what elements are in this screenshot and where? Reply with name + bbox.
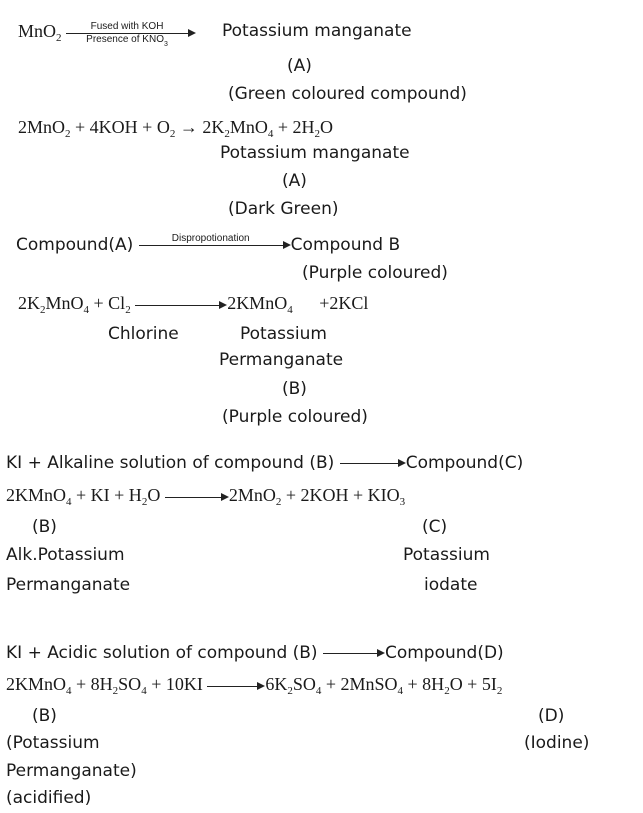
- arrow-disproportionation: Dispropotionation: [139, 234, 291, 256]
- name-alk-potassium: Alk.Potassium: [6, 545, 125, 565]
- name-iodate: iodate: [424, 575, 478, 595]
- label-b: (B): [282, 379, 307, 399]
- reaction-5-title: KI + Alkaline solution of compound (B) Compound(C): [6, 453, 524, 473]
- name-potassium-manganate: Potassium manganate: [220, 143, 410, 163]
- reaction-6-title: KI + Acidic solution of compound (B) Compound(D): [6, 643, 504, 663]
- reaction-5-equation: 2KMnO$_4$ + KI + $H_2O$ $2MnO_2 + 2KOH + KIO_3$: [6, 485, 406, 508]
- desc-dark-green: (Dark Green): [228, 199, 339, 219]
- formula-mno2: MnO: [18, 21, 57, 41]
- reaction-4: $2K_2MnO_4 + Cl_2$ 2KMnO$_4$ +2KCl: [18, 293, 369, 316]
- product-potassium-manganate: Potassium manganate: [222, 21, 412, 41]
- label-b-3: (B): [32, 706, 57, 726]
- name-permanganate: Permanganate: [219, 350, 344, 370]
- desc-purple-1: (Purple coloured): [302, 263, 448, 283]
- name-potassium: Potassium: [240, 324, 327, 344]
- label-a: (A): [287, 56, 312, 76]
- arrow-chlorine: [135, 294, 227, 316]
- label-d: (D): [538, 706, 565, 726]
- name-acidified: (acidified): [6, 788, 92, 808]
- reaction-6-equation: 2KMnO$_4$ + $8H_2SO_4 + 10KI$ $6K_2SO_4$ + 2MnSO$_4$ + $8H_2O + 5I_2$: [6, 674, 503, 697]
- desc-purple-2: (Purple coloured): [222, 407, 368, 427]
- name-permanganate-2: Permanganate: [6, 575, 131, 595]
- desc-green-compound: (Green coloured compound): [228, 84, 467, 104]
- reaction-2: $2MnO_2 + 4KOH + O_2 \to 2K_2MnO_4 + 2H_2O$: [18, 117, 333, 140]
- arrow-fused-koh: Fused with KOH Presence of $KNO_3$: [66, 22, 196, 44]
- name-permanganate-3: Permanganate): [6, 761, 137, 781]
- name-potassium-2: Potassium: [403, 545, 490, 565]
- label-a-2: (A): [282, 171, 307, 191]
- name-potassium-3: (Potassium: [6, 733, 100, 753]
- label-c: (C): [422, 517, 448, 537]
- name-chlorine: Chlorine: [108, 324, 179, 344]
- label-b-2: (B): [32, 517, 57, 537]
- name-iodine: (Iodine): [524, 733, 590, 753]
- reaction-1: MnO$_2$ Fused with KOH Presence of $KNO_3$: [18, 20, 196, 44]
- reaction-3: Compound(A) Dispropotionation Compound B: [16, 232, 401, 255]
